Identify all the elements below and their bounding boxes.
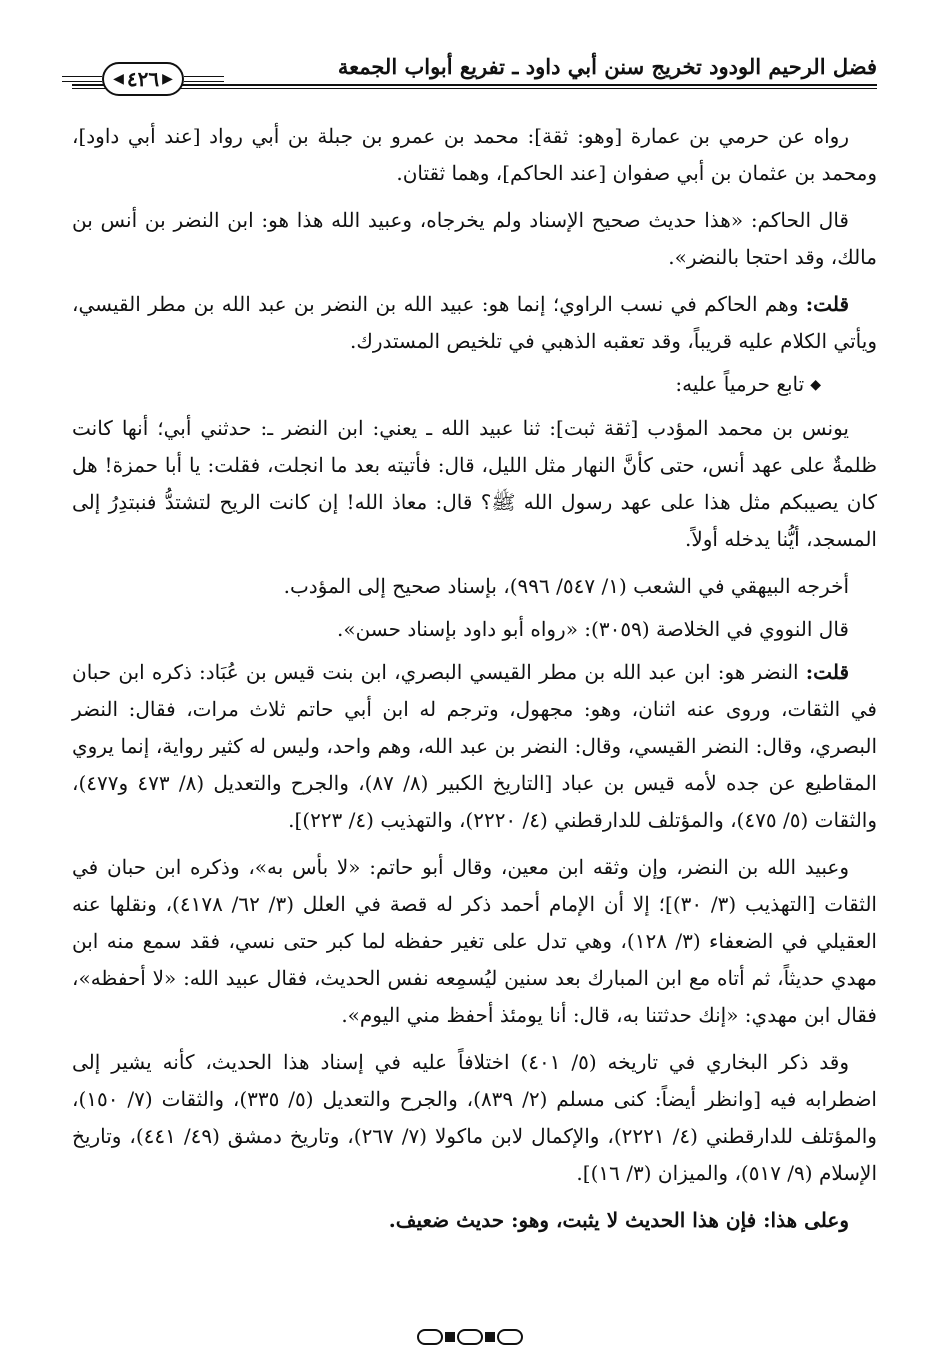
page-number-right-rule bbox=[184, 76, 224, 82]
paragraph-text: أخرجه البيهقي في الشعب (١/ ٥٤٧/ ٩٩٦)، بإسناد صحيح إلى المؤدب. bbox=[283, 574, 849, 598]
body-text bbox=[72, 118, 877, 1239]
paragraph-text: قال الحاكم: «هذا حديث صحيح الإسناد ولم يخرجاه، وعبيد الله هذا هو: ابن النضر بن أنس بن مالك، وقد احتجا بالنضر». bbox=[72, 208, 877, 269]
paragraph-text: تابع حرمياً عليه: bbox=[675, 372, 805, 396]
paragraph-text: وعبيد الله بن النضر، وإن وثقه ابن معين، وقال أبو حاتم: «لا بأس به»، وذكره ابن حبان في الثقات [التهذيب (٣/ ٣٠)]؛ إلا أن الإمام أحمد ذكر له قصة في العلل (٣/ ٦٢/ ٤١٧٨)، ونقلها عنه العقيلي في الضعفاء (٣/ ١٢٨)، وهي تدل على تغير حفظه لما كبر حتى نسي، فقد سمع منه ابن مهدي حديثاً، ثم أتاه مع ابن المبارك بعد سنين ليُسمِعه نفس الحديث، فقال عبيد الله: «لا أحفظه»، فقال ابن مهدي: «إنك حدثتنا به، قال: أنا يومئذ أحفظ مني اليوم». bbox=[72, 855, 877, 1027]
paragraph-text: يونس بن محمد المؤدب [ثقة ثبت]: ثنا عبيد الله ـ يعني: ابن النضر ـ: حدثني أبي؛ أنها كانت ظلمةٌ على عهد أنس، حتى كأنَّ النهار مثل الليل، قال: فأتيته بعد ما انجلت، فقلت: يا أبا حمزة! هل كان يصيبكم مثل هذا على عهد رسول الله ﷺ؟ قال: معاذ الله! إن كانت الريح لتشتدُّ فنبتدِرُ إلى المسجد، أيُّنا يدخله أولاً. bbox=[72, 416, 877, 551]
paragraph-text: وهم الحاكم في نسب الراوي؛ إنما هو: عبيد الله بن النضر بن عبد الله بن مطر القيسي، ويأتي الكلام عليه قريباً، وقد تعقبه الذهبي في تلخيص المستدرك. bbox=[72, 292, 877, 353]
page-number: ٤٢٦ bbox=[126, 67, 160, 91]
header-title: فضل الرحيم الودود تخريج سنن أبي داود ـ تفريع أبواب الجمعة bbox=[337, 54, 877, 79]
paragraph-lead: قلت: bbox=[805, 292, 849, 316]
page-number-badge bbox=[102, 62, 184, 96]
paragraph-text: وقد ذكر البخاري في تاريخه (٥/ ٤٠١) اختلافاً عليه في إسناد هذا الحديث، كأنه يشير إلى اضطرابه فيه [وانظر أيضاً: كنى مسلم (٢/ ٨٣٩)، والجرح والتعديل (٥/ ٣٣٥)، والثقات (٧/ ١٥٠)، والمؤتلف للدارقطني (٤/ ٢٢٢١)، والإكمال لابن ماكولا (٧/ ٢٦٧)، وتاريخ دمشق (٤٩/ ٤٤١)، وتاريخ الإسلام (٩/ ٥١٧)، والميزان (٣/ ١٦)]. bbox=[72, 1050, 877, 1185]
paragraph-4 bbox=[72, 366, 877, 404]
paragraph-6 bbox=[72, 568, 877, 605]
left-ornament-icon: ◀ bbox=[113, 71, 124, 87]
page-number-left-rule bbox=[62, 76, 102, 82]
paragraph-10 bbox=[72, 1044, 877, 1192]
conclusion: وعلى هذا: فإن هذا الحديث لا يثبت، وهو: حديث ضعيف. bbox=[388, 1208, 849, 1232]
bullet-icon: ◆ bbox=[810, 377, 821, 393]
ornament-square-icon bbox=[445, 1332, 455, 1342]
right-ornament-icon: ▶ bbox=[162, 71, 173, 87]
end-ornament bbox=[0, 1326, 939, 1345]
paragraph-9 bbox=[72, 849, 877, 1034]
page-number-box bbox=[62, 62, 224, 96]
paragraph-text: رواه عن حرمي بن عمارة [وهو: ثقة]: محمد بن عمرو بن جبلة بن أبي رواد [عند أبي داود]، ومحمد بن عثمان بن أبي صفوان [عند الحاكم]، وهما ثقتان. bbox=[72, 124, 877, 185]
ornament-oval-icon bbox=[417, 1329, 443, 1345]
paragraph-7 bbox=[72, 611, 877, 648]
paragraph-lead: قلت: bbox=[805, 660, 849, 684]
paragraph-text: النضر هو: ابن عبد الله بن مطر القيسي البصري، ابن بنت قيس بن عُبَاد: ذكره ابن حبان في الثقات، وروى عنه اثنان، وهو: مجهول، وترجم له ابن أبي حاتم ثلاث مرات، فقال: النضر البصري، وقال: النضر القيسي، وقال: النضر بن عبد الله، وهم واحد، وليس له كثير رواية، إنما يروي المقاطيع عن جده لأمه قيس بن عباد [التاريخ الكبير (٨/ ٨٧)، والجرح والتعديل (٨/ ٤٧٣ و٤٧٧)، والثقات (٥/ ٤٧٥)، والمؤتلف للدارقطني (٤/ ٢٢٢٠)، والتهذيب (٤/ ٢٢٣)]. bbox=[72, 660, 877, 832]
paragraph-1 bbox=[72, 118, 877, 192]
paragraph-5 bbox=[72, 410, 877, 558]
ornament-oval-icon bbox=[457, 1329, 483, 1345]
paragraph-8 bbox=[72, 654, 877, 839]
paragraph-text: قال النووي في الخلاصة (٣٠٥٩): «رواه أبو داود بإسناد حسن». bbox=[336, 617, 849, 641]
ornament-square-icon bbox=[485, 1332, 495, 1342]
paragraph-3 bbox=[72, 286, 877, 360]
ornament-oval-icon bbox=[497, 1329, 523, 1345]
paragraph-2 bbox=[72, 202, 877, 276]
